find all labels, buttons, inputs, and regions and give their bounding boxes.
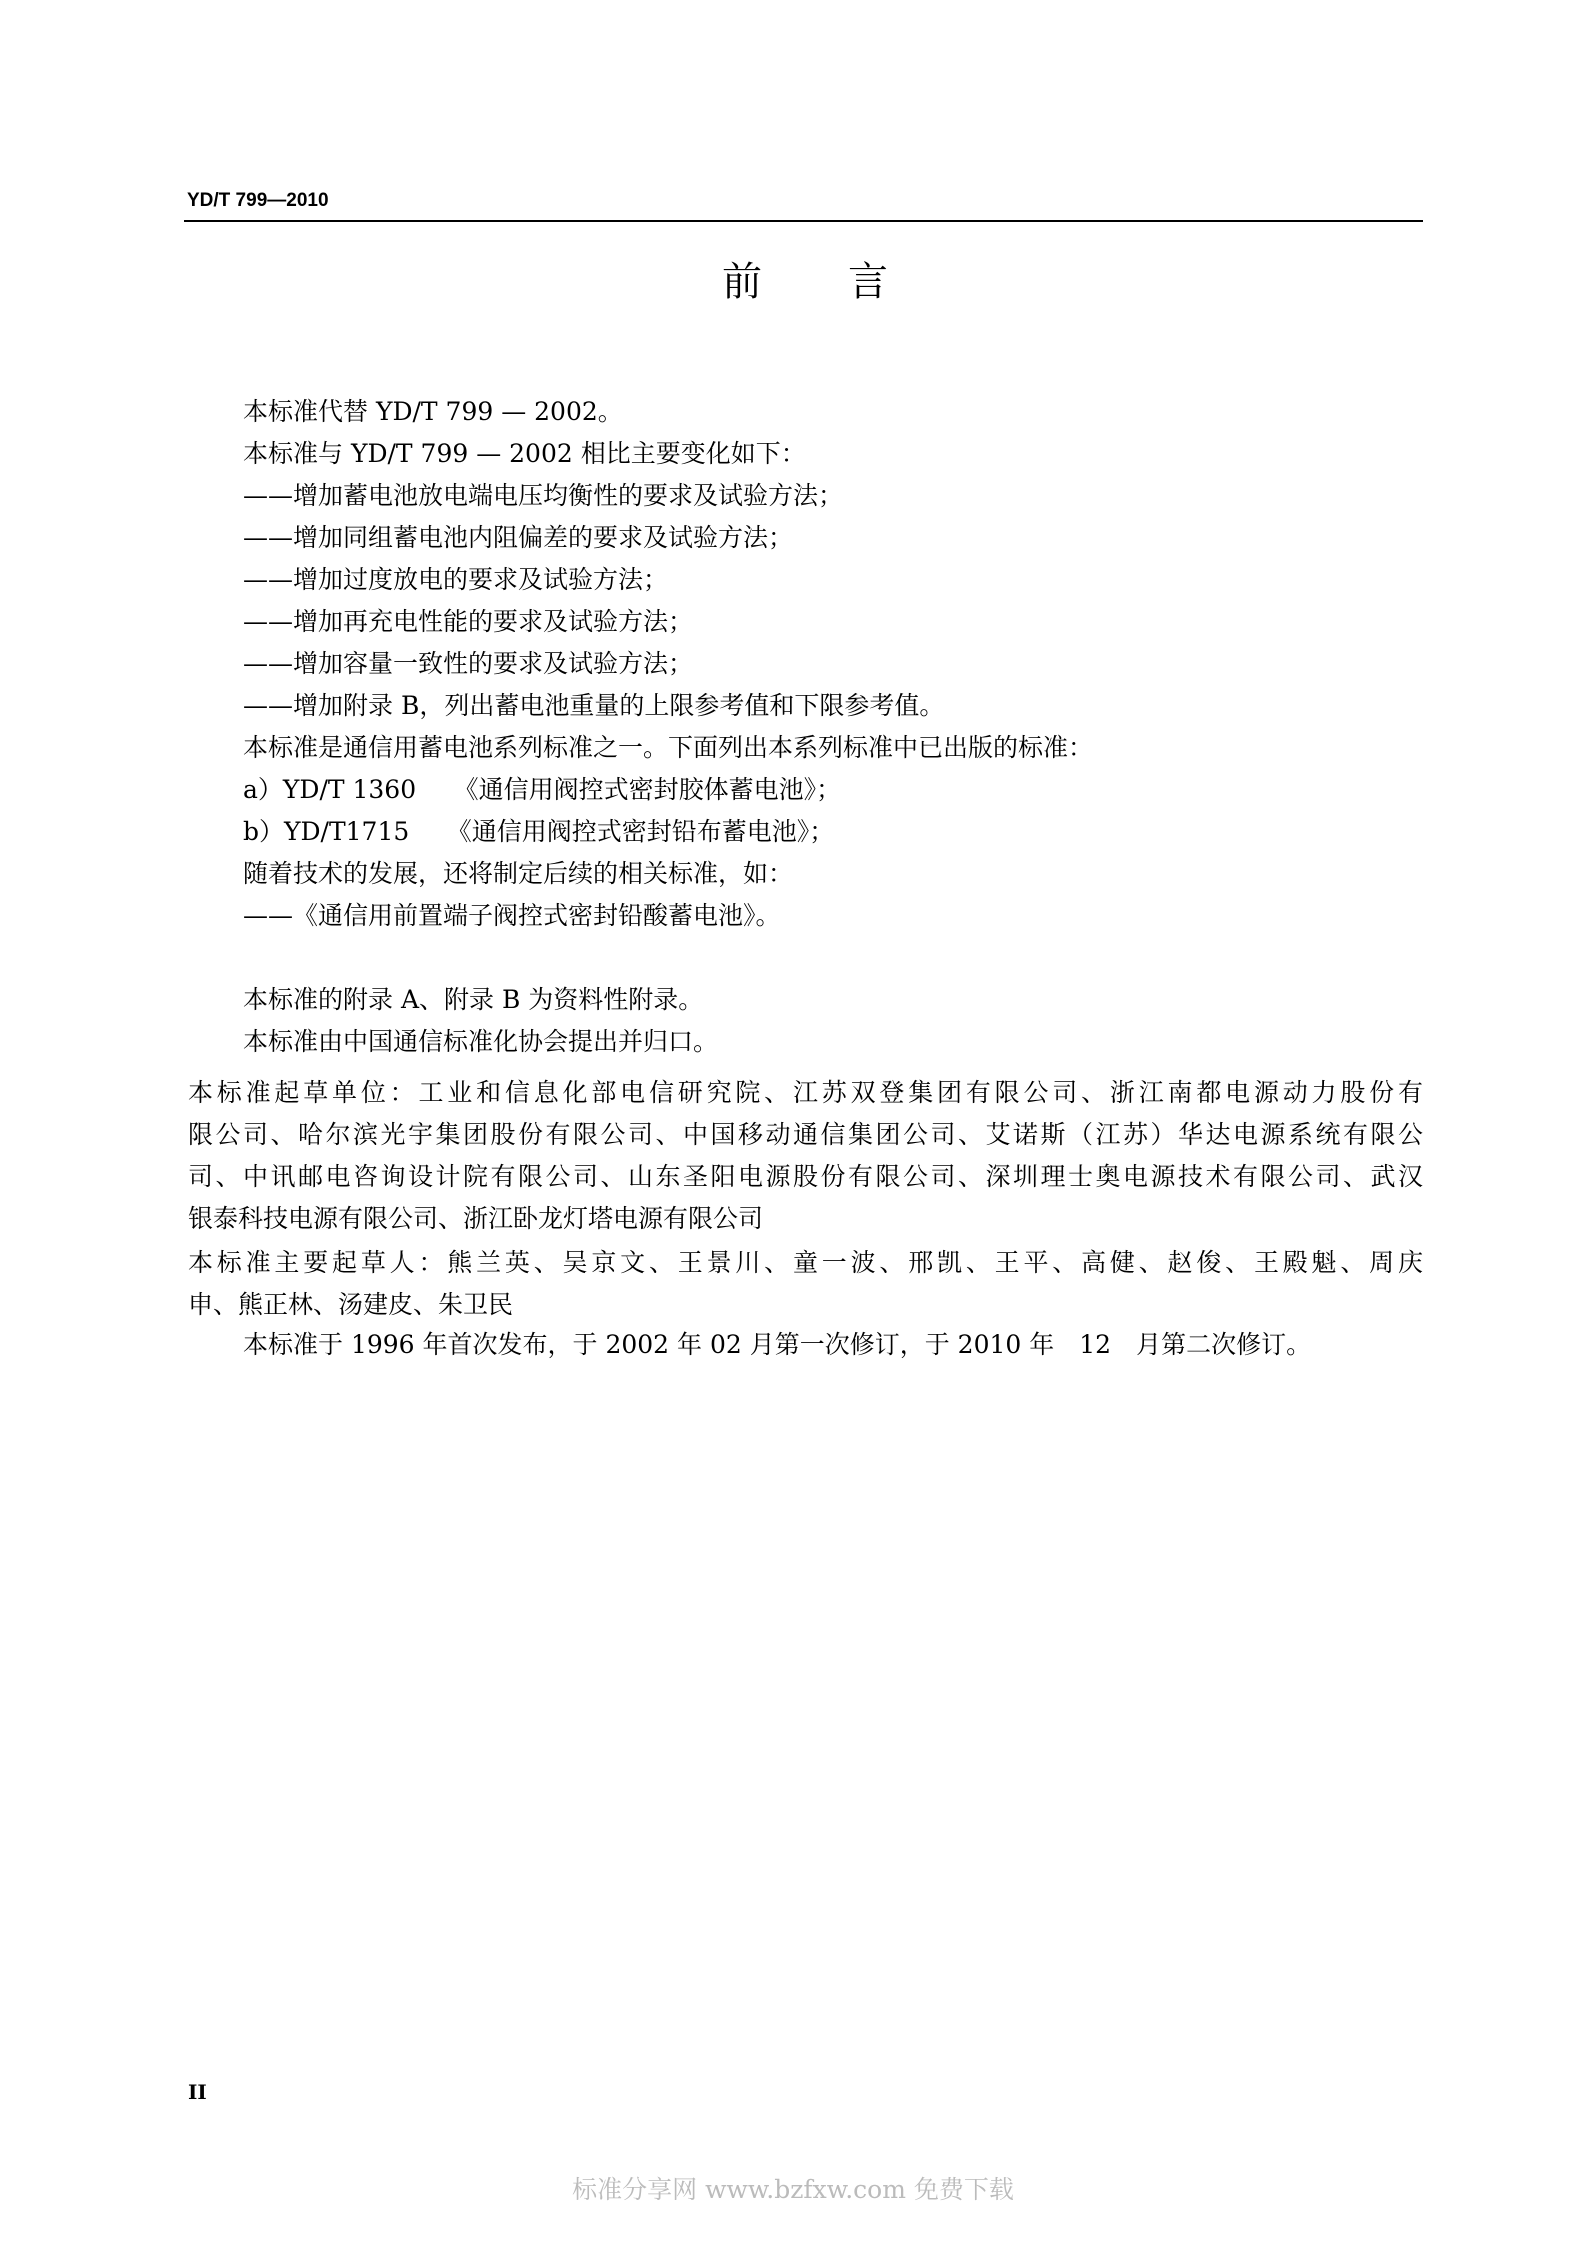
body-line: 随着技术的发展，还将制定后续的相关标准，如： xyxy=(243,859,794,888)
document-code-header: YD/T 799—2010 xyxy=(187,190,329,211)
body-line: 本标准由中国通信标准化协会提出并归口。 xyxy=(243,1027,719,1056)
body-line: ——《通信用前置端子阀控式密封铅酸蓄电池》。 xyxy=(243,901,781,930)
body-line: ——增加再充电性能的要求及试验方法； xyxy=(243,607,694,636)
body-line: ——增加过度放电的要求及试验方法； xyxy=(243,565,669,594)
body-line: b）YD/T1715 《通信用阀控式密封铅布蓄电池》； xyxy=(243,817,835,846)
body-line: 本标准的附录 A、附录 B 为资料性附录。 xyxy=(243,985,704,1014)
body-line: a）YD/T 1360 《通信用阀控式密封胶体蓄电池》； xyxy=(243,775,842,804)
body-line: ——增加同组蓄电池内阻偏差的要求及试验方法； xyxy=(243,523,794,552)
body-line: 本标准与 YD/T 799 — 2002 相比主要变化如下： xyxy=(243,439,806,468)
body-line: 本标准于 1996 年首次发布，于 2002 年 02 月第一次修订，于 2010 年 12 月第二次修订。 xyxy=(243,1330,1312,1359)
body-line: ——增加附录 B，列出蓄电池重量的上限参考值和下限参考值。 xyxy=(243,691,945,720)
body-line: ——增加容量一致性的要求及试验方法； xyxy=(243,649,694,678)
watermark: 标准分享网 www.bzfxw.com 免费下载 xyxy=(572,2175,1014,2204)
body-line: 本标准起草单位：工业和信息化部电信研究院、江苏双登集团有限公司、浙江南都电源动力股份有 xyxy=(188,1078,1423,1107)
body-line: 限公司、哈尔滨光宇集团股份有限公司、中国移动通信集团公司、艾诺斯（江苏）华达电源系统有限公 xyxy=(188,1120,1423,1149)
body-line: 银泰科技电源有限公司、浙江卧龙灯塔电源有限公司 xyxy=(188,1204,764,1233)
header-rule xyxy=(184,220,1423,222)
title-char-2: 言 xyxy=(848,259,888,305)
page-number: II xyxy=(188,2080,207,2104)
body-line: 本标准是通信用蓄电池系列标准之一。下面列出本系列标准中已出版的标准： xyxy=(243,733,1094,762)
body-line: 申、熊正林、汤建皮、朱卫民 xyxy=(188,1290,514,1319)
body-line: 本标准主要起草人：熊兰英、吴京文、王景川、童一波、邢凯、王平、高健、赵俊、王殿魁、周庆 xyxy=(188,1248,1423,1277)
body-line: 本标准代替 YD/T 799 — 2002。 xyxy=(243,397,623,426)
body-line: 司、中讯邮电咨询设计院有限公司、山东圣阳电源股份有限公司、深圳理士奥电源技术有限公司、武汉 xyxy=(188,1162,1423,1191)
title-char-1: 前 xyxy=(722,259,762,305)
body-line: ——增加蓄电池放电端电压均衡性的要求及试验方法； xyxy=(243,481,844,510)
